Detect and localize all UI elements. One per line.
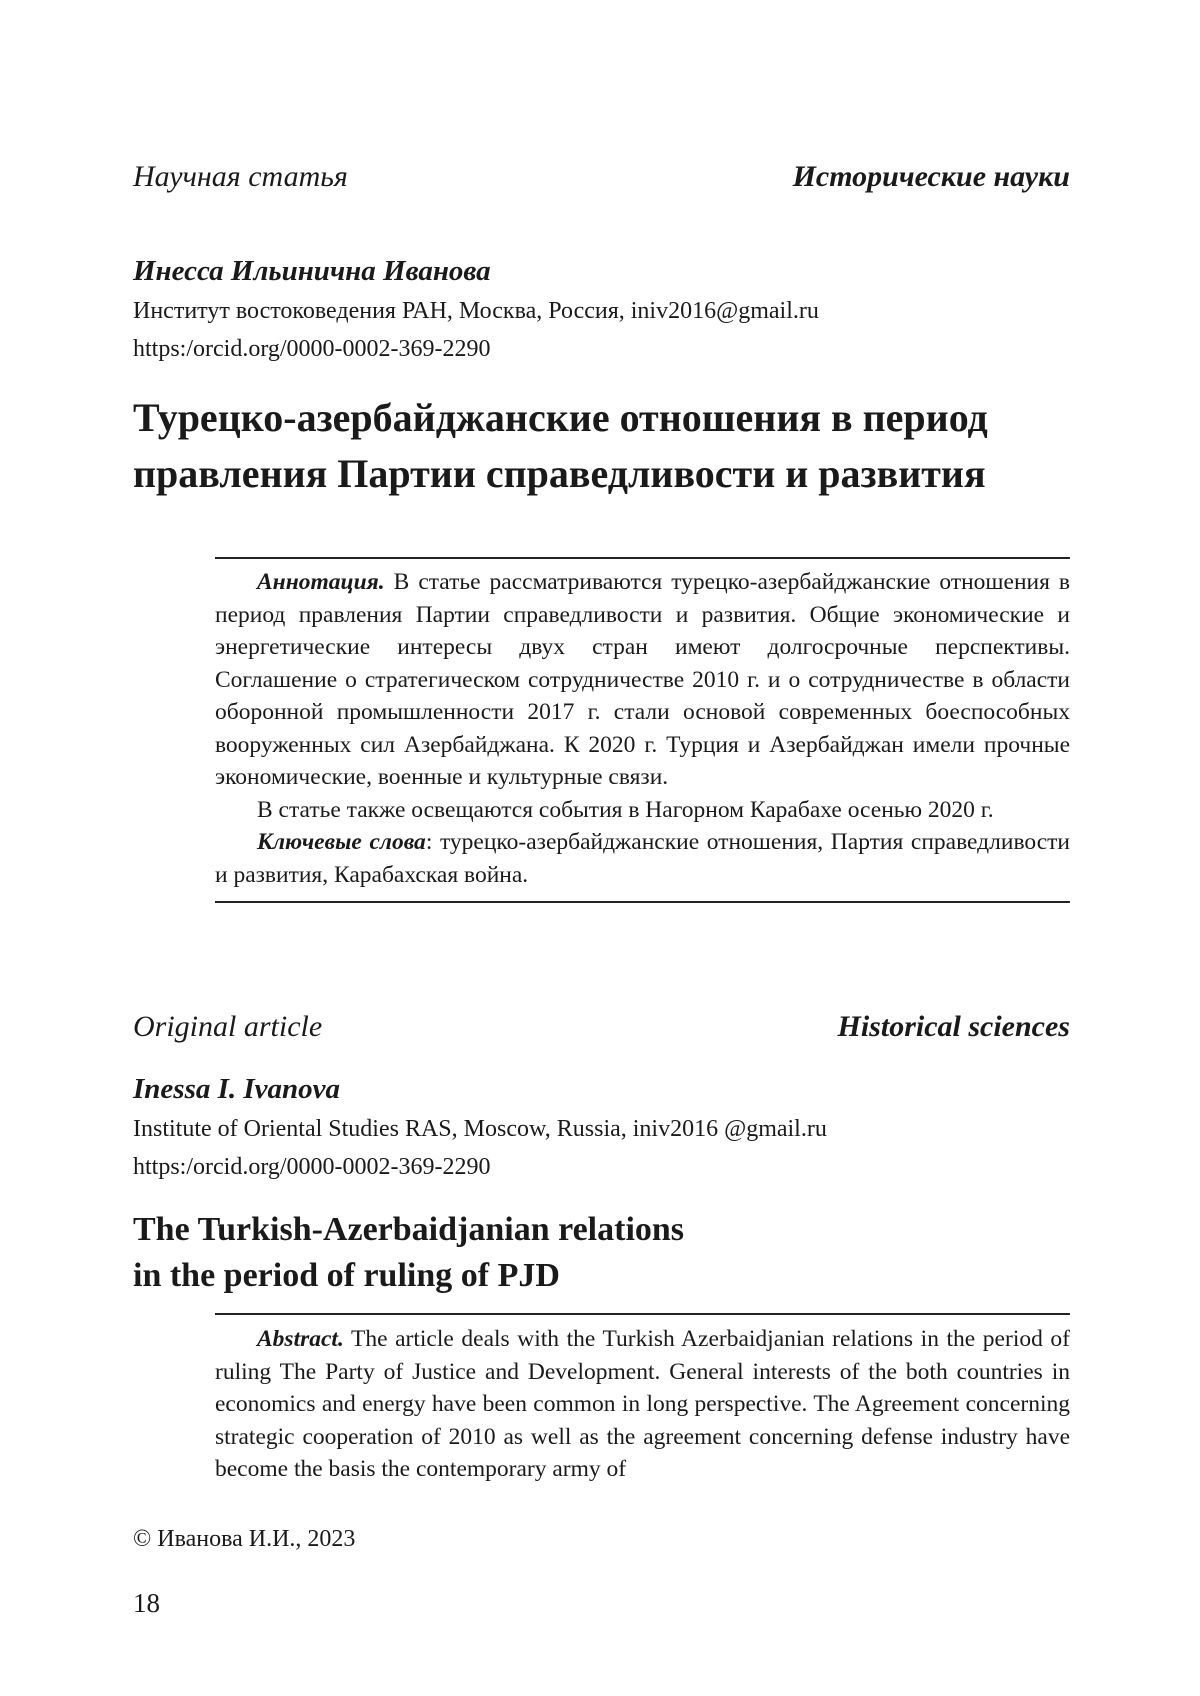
en-rubric: Original article <box>133 1010 323 1043</box>
ru-keywords-text: : турецко-азербайджанские отношения, Партия справедливости и развития, Карабахская война. <box>215 829 1070 888</box>
en-abstract-label: Abstract. <box>257 1326 344 1352</box>
ru-author: Инесса Ильинична Иванова <box>133 255 491 287</box>
ru-rubric: Научная статья <box>133 160 348 193</box>
ru-abstract-label: Аннотация. <box>257 569 385 595</box>
page-number: 18 <box>133 1588 160 1618</box>
ru-abstract-paragraph-2: В статье также освещаются события в Нагорном Карабахе осенью 2020 г. <box>257 796 994 823</box>
ru-title <box>133 390 1070 502</box>
en-affiliation: Institute of Oriental Studies RAS, Moscow, Russia, iniv2016 @gmail.ru <box>133 1116 827 1142</box>
ru-abstract-text: В статье рассматриваются турецко-азербайджанские отношения в период правления Партии справедливости и развития. Общие экономические и энергетические интересы двух стран имеют долгосрочные перспективы. Соглашение о стратегическом сотрудничестве 2010 г. и о сотрудничестве в области оборонной промышленности 2017 г. стали основой современных боеспособных вооруженных сил Азербайджана. К 2020 г. Турция и Азербайджан имели прочные экономические, военные и культурные связи. <box>215 569 1070 790</box>
ru-abstract-paragraph <box>215 566 1070 794</box>
ru-affiliation: Институт востоковедения РАН, Москва, Россия, iniv2016@gmail.ru <box>133 298 819 324</box>
en-title-line1: The Turkish-Azerbaidjanian relations <box>133 1211 685 1248</box>
ru-keywords-label: Ключевые слова <box>257 829 426 855</box>
ru-header-row <box>133 160 1070 194</box>
en-author-block <box>133 1073 1070 1186</box>
en-abstract-text: The article deals with the Turkish Azerbaidjanian relations in the period of ruling The Party of Justice and Development. General interests of the both countries in economics and energy have been common in long perspective. The Agreement concerning strategic cooperation of 2010 as well as the agreement concerning defense industry have become the basis the contemporary army of <box>215 1326 1070 1482</box>
en-author: Inessa I. Ivanova <box>133 1073 341 1105</box>
ru-orcid: https:/orcid.org/0000-0002-369-2290 <box>133 336 491 362</box>
ru-abstract-box <box>215 557 1070 903</box>
ru-title-line1: Турецко-азербайджанские отношения в период <box>133 395 988 440</box>
en-section: Historical sciences <box>837 1010 1070 1043</box>
en-title-line2: in the period of ruling of PJD <box>133 1257 560 1294</box>
en-title <box>133 1207 1070 1299</box>
copyright-notice: © Иванова И.И., 2023 <box>133 1526 356 1552</box>
en-abstract-box <box>215 1313 1070 1486</box>
ru-keywords <box>215 826 1070 891</box>
en-abstract-paragraph <box>215 1323 1070 1486</box>
en-header-row <box>133 1010 1070 1044</box>
article-page <box>133 0 1070 1696</box>
en-orcid: https:/orcid.org/0000-0002-369-2290 <box>133 1154 491 1180</box>
ru-title-line2: правления Партии справедливости и развития <box>133 451 986 496</box>
ru-author-block <box>133 255 1070 368</box>
ru-section: Исторические науки <box>792 160 1070 193</box>
